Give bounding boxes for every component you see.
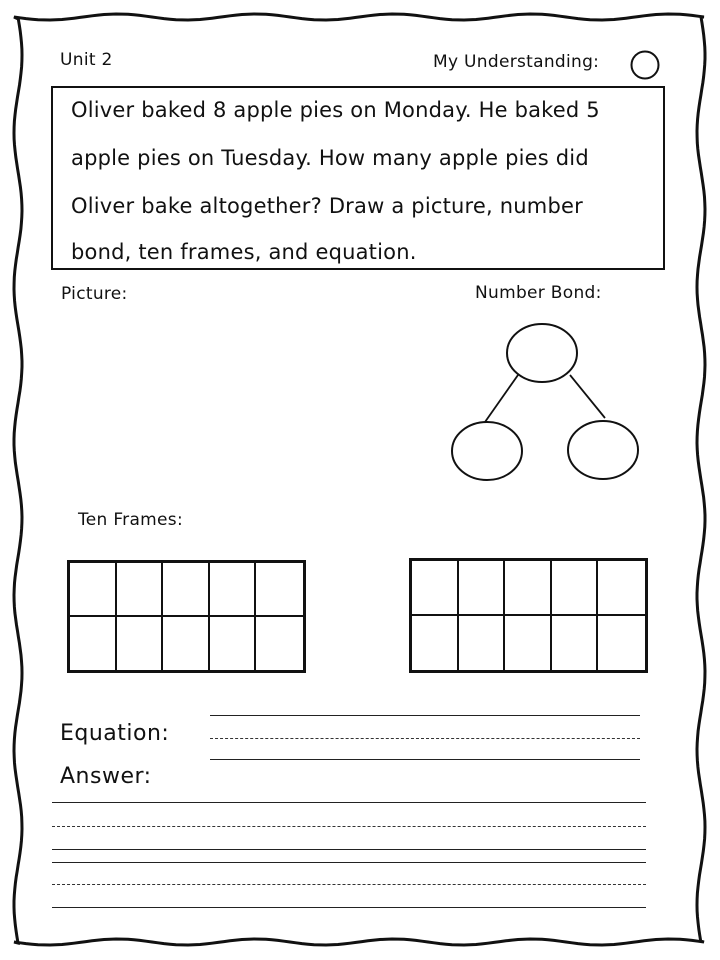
problem-line-1: Oliver baked 8 apple pies on Monday. He baked 5 (71, 98, 600, 122)
understanding-label: My Understanding: (433, 52, 600, 72)
ten-frame-left (67, 560, 306, 673)
picture-area[interactable] (62, 310, 422, 490)
equation-line-bottom (210, 759, 640, 760)
equation-label: Equation: (60, 721, 170, 746)
answer-line-2 (52, 826, 646, 827)
ten-frame-cell[interactable] (552, 616, 599, 671)
ten-frame-cell[interactable] (552, 561, 599, 616)
equation-write-area[interactable] (210, 715, 640, 759)
ten-frame-cell[interactable] (117, 617, 164, 671)
bond-part-right-circle[interactable] (568, 421, 638, 479)
ten-frame-cell[interactable] (210, 617, 257, 671)
answer-label: Answer: (60, 764, 152, 789)
ten-frames-label: Ten Frames: (78, 510, 183, 530)
answer-line-1 (52, 802, 646, 803)
answer-line-4 (52, 862, 646, 863)
ten-frame-cell[interactable] (505, 616, 552, 671)
problem-line-3: Oliver bake altogether? Draw a picture, number (71, 194, 583, 218)
answer-line-3 (52, 849, 646, 850)
ten-frame-right (409, 558, 648, 673)
answer-line-6 (52, 907, 646, 908)
ten-frame-cell[interactable] (598, 561, 645, 616)
understanding-circle[interactable] (628, 49, 662, 81)
number-bond-label: Number Bond: (475, 283, 602, 303)
ten-frame-cell[interactable] (412, 616, 459, 671)
ten-frame-cell[interactable] (256, 617, 303, 671)
ten-frame-cell[interactable] (117, 563, 164, 617)
ten-frame-cell[interactable] (598, 616, 645, 671)
answer-write-area[interactable] (52, 802, 646, 908)
bond-line-right (570, 375, 605, 418)
problem-box (51, 86, 665, 270)
bond-line-left (485, 375, 518, 422)
answer-line-5 (52, 884, 646, 885)
bond-whole-circle[interactable] (507, 324, 577, 382)
problem-line-4: bond, ten frames, and equation. (71, 240, 417, 264)
ten-frame-cell[interactable] (459, 616, 506, 671)
unit-label: Unit 2 (60, 50, 113, 70)
ten-frame-cell[interactable] (256, 563, 303, 617)
ten-frame-cell[interactable] (412, 561, 459, 616)
bond-part-left-circle[interactable] (452, 422, 522, 480)
problem-line-2: apple pies on Tuesday. How many apple pies did (71, 146, 589, 170)
ten-frame-cell[interactable] (70, 563, 117, 617)
ten-frame-cell[interactable] (163, 617, 210, 671)
ten-frame-cell[interactable] (163, 563, 210, 617)
number-bond-diagram (440, 315, 650, 490)
ten-frame-cell[interactable] (505, 561, 552, 616)
ten-frame-cell[interactable] (70, 617, 117, 671)
ten-frame-cell[interactable] (210, 563, 257, 617)
picture-label: Picture: (61, 284, 128, 304)
ten-frame-cell[interactable] (459, 561, 506, 616)
